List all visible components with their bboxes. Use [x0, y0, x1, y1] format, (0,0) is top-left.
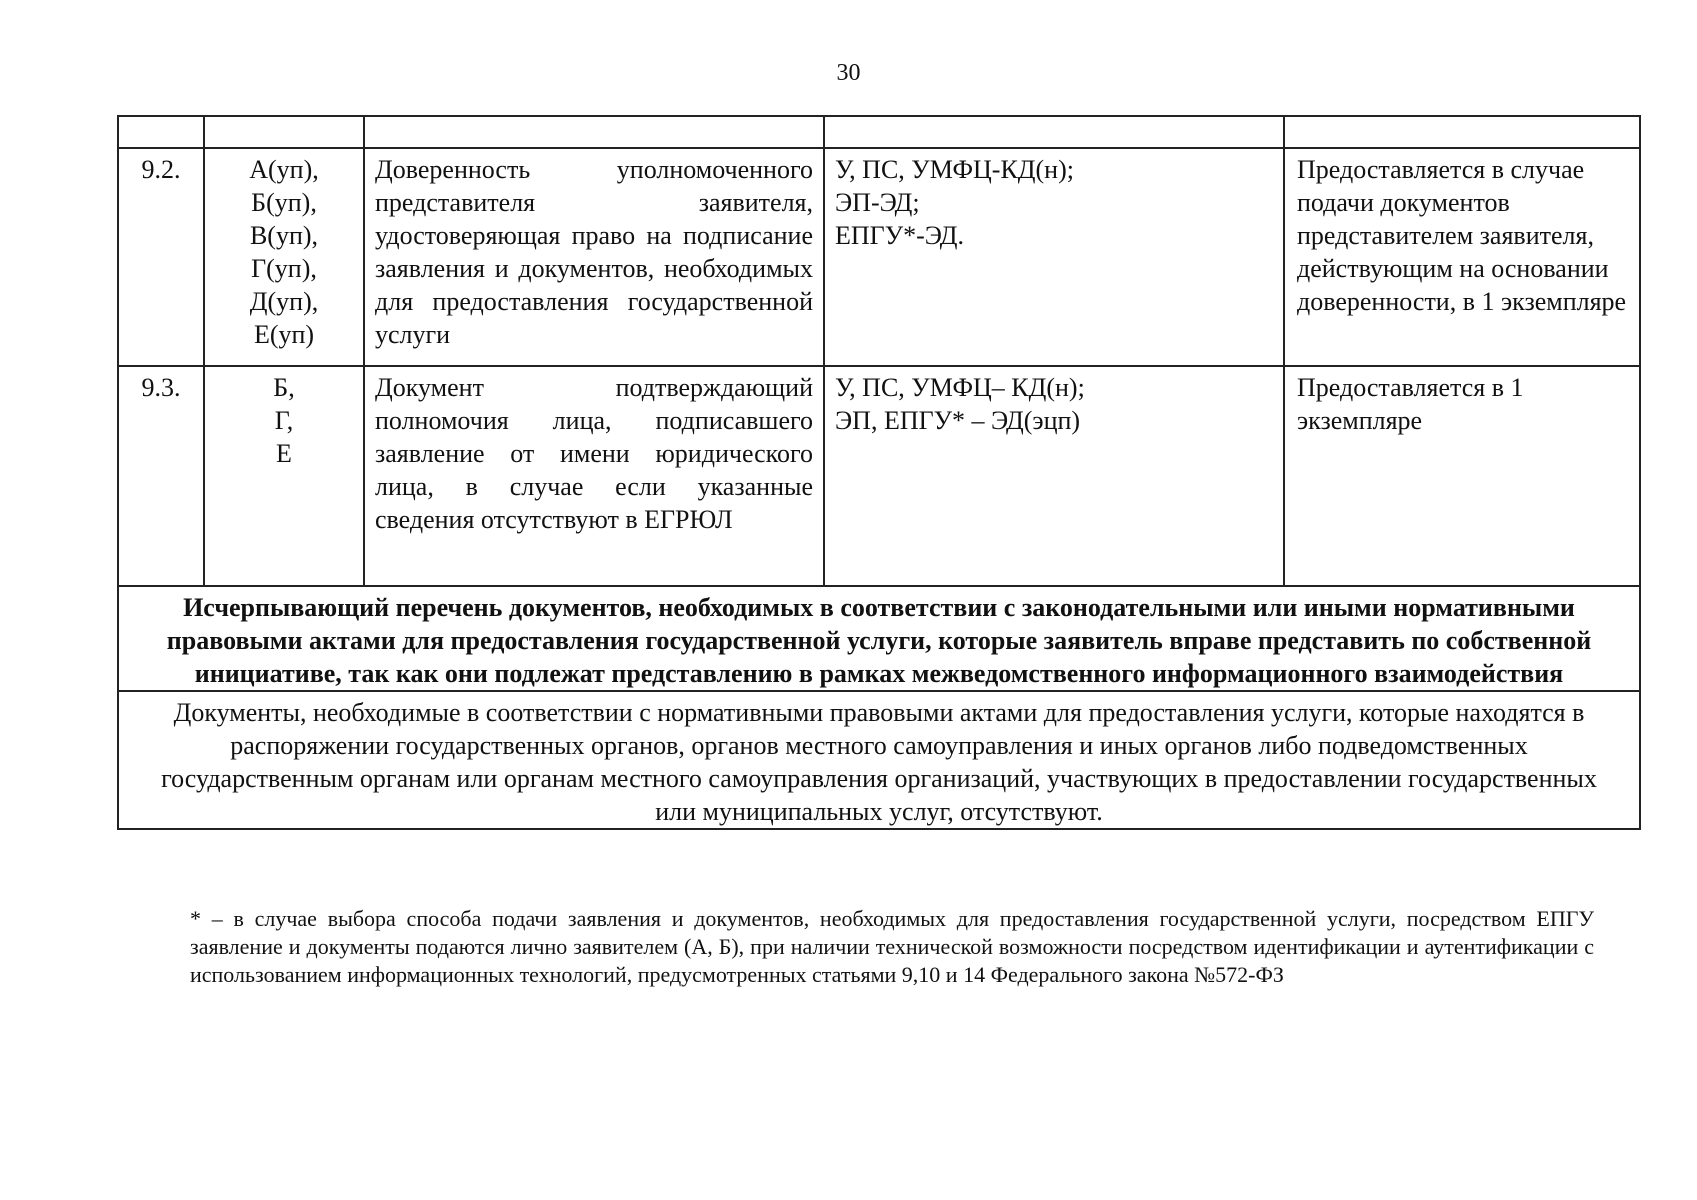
header-cell	[118, 116, 204, 148]
requirement-note: Предоставляется в 1 экземпляре	[1284, 366, 1640, 586]
table-row	[118, 366, 1640, 586]
category-item: А(уп),	[249, 155, 319, 184]
applicant-categories	[204, 366, 364, 586]
row-number: 9.2.	[118, 148, 204, 366]
section-heading: Исчерпывающий перечень документов, необходимых в соответствии с законодательными или иными нормативными правовыми актами для предоставления государственной услуги, которые заявитель вправе представить по собственной инициативе, так как они подлежат представлению в рамках межведомственного информационного взаимодействия	[118, 586, 1640, 691]
table-row	[118, 148, 1640, 366]
category-item: Д(уп),	[249, 287, 319, 316]
method-item: ЕПГУ*-ЭД.	[835, 221, 964, 250]
row-number: 9.3.	[118, 366, 204, 586]
method-item: У, ПС, УМФЦ– КД(н);	[835, 373, 1085, 402]
submission-methods	[824, 148, 1284, 366]
method-item: ЭП, ЕПГУ* – ЭД(эцп)	[835, 406, 1081, 435]
header-cell	[1284, 116, 1640, 148]
header-cell	[204, 116, 364, 148]
table-header-row	[118, 116, 1640, 148]
category-item: В(уп),	[249, 221, 319, 250]
document-description: Документ подтверждающий полномочия лица, подписавшего заявление от имени юридического лица, в случае если указанные сведения отсутствуют в ЕГРЮЛ	[364, 366, 824, 586]
method-item: У, ПС, УМФЦ-КД(н);	[835, 155, 1074, 184]
footnote: * – в случае выбора способа подачи заявления и документов, необходимых для предоставления государственной услуги, посредством ЕПГУ заявление и документы подаются лично заявителем (А, Б), при наличии технической возможности посредством идентификации и аутентификации с использованием информационных технологий, предусмотренных статьями 9,10 и 14 Федерального закона №572-ФЗ	[190, 906, 1594, 987]
category-item: Г,	[274, 406, 294, 435]
category-item: Г(уп),	[251, 254, 317, 283]
header-cell	[824, 116, 1284, 148]
requirement-note: Предоставляется в случае подачи документов представителем заявителя, действующим на основании доверенности, в 1 экземпляре	[1284, 148, 1640, 366]
category-item: Е(уп)	[253, 320, 315, 349]
submission-methods	[824, 366, 1284, 586]
category-item: Е	[276, 439, 292, 468]
category-item: Б,	[273, 373, 295, 402]
header-cell	[364, 116, 824, 148]
document-description: Доверенность уполномоченного представителя заявителя, удостоверяющая право на подписание заявления и документов, необходимых для предоставления государственной услуги	[364, 148, 824, 366]
section-text: Документы, необходимые в соответствии с нормативными правовыми актами для предоставления услуги, которые находятся в распоряжении государственных органов, органов местного самоуправления и иных органов либо подведомственных государственным органам или органам местного самоуправления организаций, участвующих в предоставлении государственных или муниципальных услуг, отсутствуют.	[118, 691, 1640, 829]
method-item: ЭП-ЭД;	[835, 188, 920, 217]
applicant-categories	[204, 148, 364, 366]
section-heading-row	[118, 586, 1640, 691]
category-item: Б(уп),	[251, 188, 317, 217]
documents-table	[117, 115, 1641, 830]
page-number: 30	[836, 60, 861, 86]
section-text-row	[118, 691, 1640, 829]
